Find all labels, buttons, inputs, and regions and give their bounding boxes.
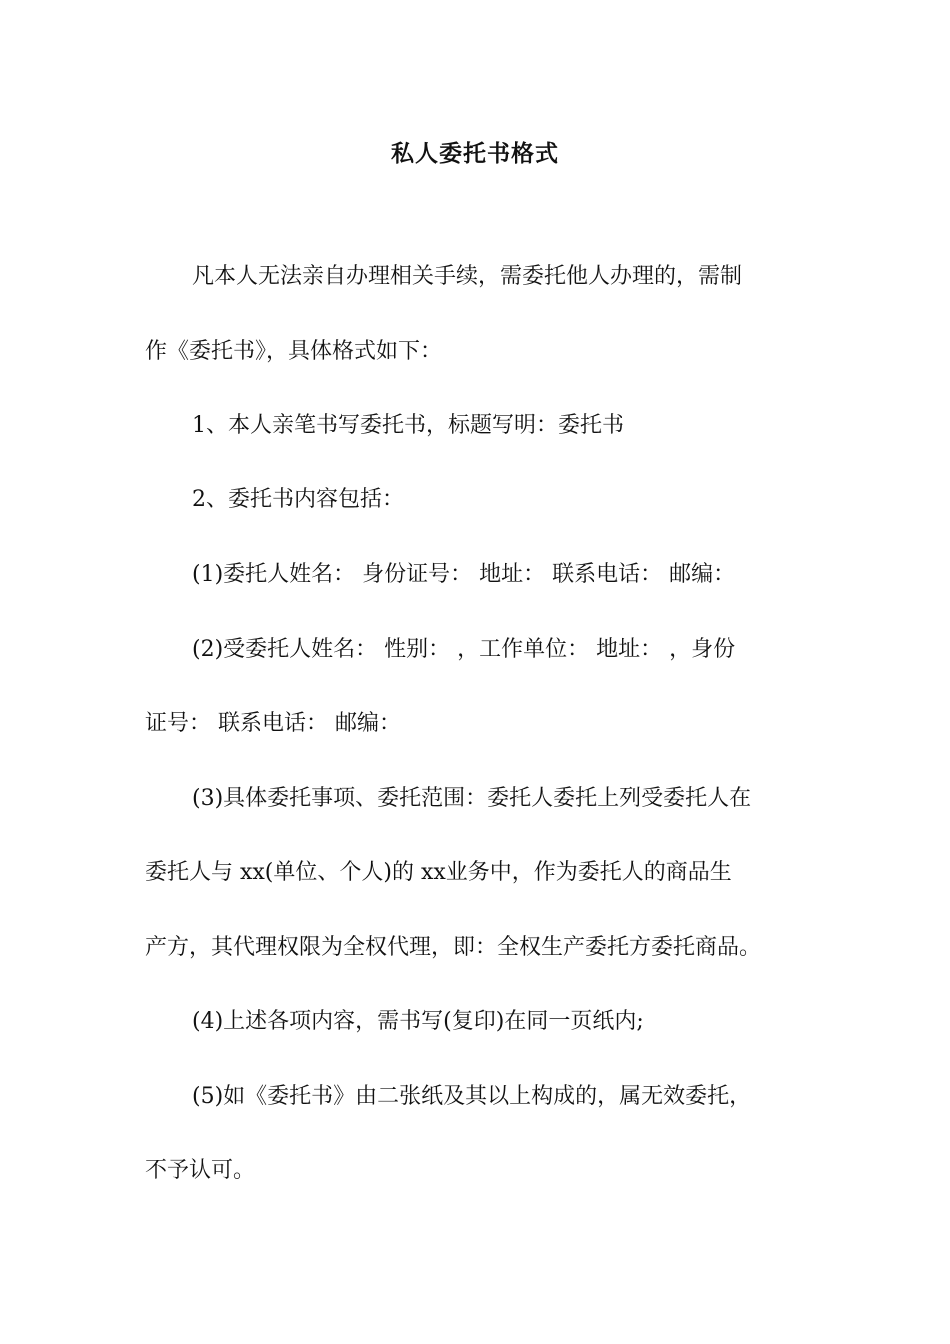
- paragraph-line: 委托人与 xx(单位、个人)的 xx业务中，作为委托人的商品生: [145, 860, 732, 885]
- paragraph-line: (2)受委托人姓名： 性别： ，工作单位： 地址： ，身份: [192, 637, 736, 662]
- paragraph-line: (3)具体委托事项、委托范围：委托人委托上列受委托人在: [192, 786, 752, 811]
- paragraph-line: 作《委托书》，具体格式如下：: [145, 339, 443, 364]
- paragraph-line: 不予认可。: [145, 1158, 256, 1183]
- paragraph-line: 产方，其代理权限为全权代理，即：全权生产委托方委托商品。: [145, 935, 762, 960]
- paragraph-line: 2、委托书内容包括：: [192, 487, 404, 512]
- paragraph-line: 凡本人无法亲自办理相关手续，需委托他人办理的，需制: [192, 264, 743, 289]
- paragraph-line: (4)上述各项内容，需书写(复印)在同一页纸内;: [192, 1009, 644, 1034]
- paragraph-line: (5)如《委托书》由二张纸及其以上构成的，属无效委托，: [192, 1084, 752, 1109]
- paragraph-line: 证号： 联系电话： 邮编：: [145, 711, 401, 736]
- paragraph-line: 1、本人亲笔书写委托书，标题写明：委托书: [192, 413, 624, 438]
- paragraph-line: (1)委托人姓名： 身份证号： 地址： 联系电话： 邮编：: [192, 562, 736, 587]
- document-title: 私人委托书格式: [391, 140, 559, 167]
